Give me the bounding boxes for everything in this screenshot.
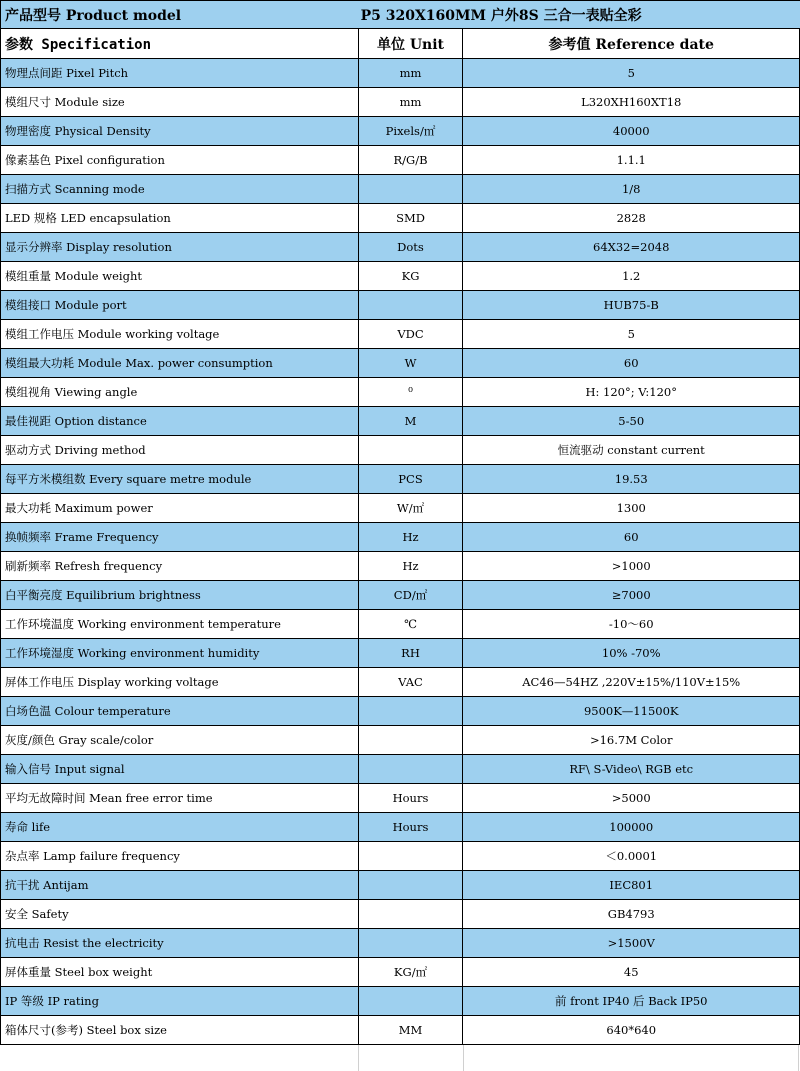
table-row <box>0 552 800 581</box>
product-model-value: P5 320X160MM 户外8S 三合一表贴全彩 <box>360 7 642 24</box>
value-cell: 1.1.1 <box>463 146 800 174</box>
table-row <box>0 755 800 784</box>
table-row <box>0 88 800 117</box>
param-cell: 杂点率 Lamp failure frequency <box>1 842 359 870</box>
param-cell: 模组重量 Module weight <box>1 262 359 290</box>
table-row <box>0 697 800 726</box>
table-row <box>0 958 800 987</box>
value-cell: 45 <box>463 958 800 986</box>
unit-cell: mm <box>359 88 464 116</box>
unit-cell: MM <box>359 1016 464 1044</box>
param-cell: IP 等级 IP rating <box>1 987 359 1015</box>
param-cell: 屏体工作电压 Display working voltage <box>1 668 359 696</box>
value-cell: 恒流驱动 constant current <box>463 436 800 464</box>
value-cell: GB4793 <box>463 900 800 928</box>
value-cell: HUB75-B <box>463 291 800 319</box>
table-row <box>0 117 800 146</box>
unit-cell: SMD <box>359 204 464 232</box>
table-row <box>0 407 800 436</box>
param-cell: 模组接口 Module port <box>1 291 359 319</box>
param-cell: 输入信号 Input signal <box>1 755 359 783</box>
table-row <box>0 378 800 407</box>
product-model-label: 产品型号 Product model <box>5 7 182 24</box>
value-cell: L320XH160XT18 <box>463 88 800 116</box>
header-row <box>0 29 800 59</box>
unit-cell <box>359 871 464 899</box>
value-cell: ≥7000 <box>463 581 800 609</box>
header-reference: 参考值 Reference date <box>463 29 800 58</box>
unit-cell: Hz <box>359 552 464 580</box>
table-row <box>0 813 800 842</box>
unit-cell <box>359 726 464 754</box>
title-row <box>0 0 800 29</box>
unit-cell: ℃ <box>359 610 464 638</box>
param-cell: 模组视角 Viewing angle <box>1 378 359 406</box>
table-row <box>0 320 800 349</box>
unit-cell: RH <box>359 639 464 667</box>
value-cell: ＜0.0001 <box>463 842 800 870</box>
unit-cell <box>359 436 464 464</box>
table-row <box>0 349 800 378</box>
value-cell: 5 <box>463 320 800 348</box>
table-row <box>0 523 800 552</box>
param-cell: 模组最大功耗 Module Max. power consumption <box>1 349 359 377</box>
unit-cell: Hours <box>359 813 464 841</box>
table-tail <box>0 1045 800 1071</box>
unit-cell <box>359 755 464 783</box>
value-cell: 9500K—11500K <box>463 697 800 725</box>
unit-cell: mm <box>359 59 464 87</box>
param-cell: 刷新频率 Refresh frequency <box>1 552 359 580</box>
param-cell: 像素基色 Pixel configuration <box>1 146 359 174</box>
unit-cell: VAC <box>359 668 464 696</box>
table-row <box>0 639 800 668</box>
param-cell: 驱动方式 Driving method <box>1 436 359 464</box>
unit-cell: Pixels/㎡ <box>359 117 464 145</box>
value-cell: RF\ S-Video\ RGB etc <box>463 755 800 783</box>
unit-cell: KG/㎡ <box>359 958 464 986</box>
value-cell: AC46—54HZ ,220V±15%/110V±15% <box>463 668 800 696</box>
unit-cell: KG <box>359 262 464 290</box>
unit-cell: W/㎡ <box>359 494 464 522</box>
table-row <box>0 146 800 175</box>
unit-cell: Dots <box>359 233 464 261</box>
table-row <box>0 726 800 755</box>
table-row <box>0 668 800 697</box>
param-cell: 换帧频率 Frame Frequency <box>1 523 359 551</box>
unit-cell <box>359 929 464 957</box>
table-row <box>0 436 800 465</box>
param-cell: 白平衡亮度 Equilibrium brightness <box>1 581 359 609</box>
table-row <box>0 291 800 320</box>
header-specification: 参数 Specification <box>1 29 359 58</box>
value-cell: 100000 <box>463 813 800 841</box>
unit-cell: W <box>359 349 464 377</box>
table-row <box>0 262 800 291</box>
table-row <box>0 465 800 494</box>
value-cell: 1.2 <box>463 262 800 290</box>
param-cell: 最大功耗 Maximum power <box>1 494 359 522</box>
table-row <box>0 842 800 871</box>
param-cell: 模组尺寸 Module size <box>1 88 359 116</box>
value-cell: 1/8 <box>463 175 800 203</box>
table-row <box>0 494 800 523</box>
param-cell: 工作环境温度 Working environment temperature <box>1 610 359 638</box>
unit-cell <box>359 291 464 319</box>
table-row <box>0 581 800 610</box>
unit-cell: Hz <box>359 523 464 551</box>
value-cell: >1000 <box>463 552 800 580</box>
table-row <box>0 784 800 813</box>
value-cell: 10% -70% <box>463 639 800 667</box>
unit-cell <box>359 175 464 203</box>
value-cell: >16.7M Color <box>463 726 800 754</box>
value-cell: 60 <box>463 349 800 377</box>
param-cell: 物理密度 Physical Density <box>1 117 359 145</box>
unit-cell: ⁰ <box>359 378 464 406</box>
param-cell: 安全 Safety <box>1 900 359 928</box>
param-cell: 工作环境湿度 Working environment humidity <box>1 639 359 667</box>
table-row <box>0 175 800 204</box>
param-cell: 模组工作电压 Module working voltage <box>1 320 359 348</box>
table-row <box>0 871 800 900</box>
value-cell: IEC801 <box>463 871 800 899</box>
value-cell: 64X32=2048 <box>463 233 800 261</box>
value-cell: >1500V <box>463 929 800 957</box>
value-cell: 640*640 <box>463 1016 800 1044</box>
param-cell: 显示分辨率 Display resolution <box>1 233 359 261</box>
unit-cell <box>359 987 464 1015</box>
unit-cell: M <box>359 407 464 435</box>
param-cell: 扫描方式 Scanning mode <box>1 175 359 203</box>
table-row <box>0 987 800 1016</box>
value-cell: 60 <box>463 523 800 551</box>
param-cell: 最佳视距 Option distance <box>1 407 359 435</box>
param-cell: 每平方米模组数 Every square metre module <box>1 465 359 493</box>
table-row <box>0 900 800 929</box>
unit-cell <box>359 900 464 928</box>
table-row <box>0 233 800 262</box>
value-cell: -10～60 <box>463 610 800 638</box>
param-cell: 寿命 life <box>1 813 359 841</box>
unit-cell <box>359 697 464 725</box>
param-cell: 平均无故障时间 Mean free error time <box>1 784 359 812</box>
table-row <box>0 610 800 639</box>
value-cell: 19.53 <box>463 465 800 493</box>
value-cell: 2828 <box>463 204 800 232</box>
table-row <box>0 59 800 88</box>
param-cell: LED 规格 LED encapsulation <box>1 204 359 232</box>
unit-cell: Hours <box>359 784 464 812</box>
value-cell: 40000 <box>463 117 800 145</box>
value-cell: 1300 <box>463 494 800 522</box>
value-cell: 5 <box>463 59 800 87</box>
unit-cell: PCS <box>359 465 464 493</box>
param-cell: 白场色温 Colour temperature <box>1 697 359 725</box>
param-cell: 抗电击 Resist the electricity <box>1 929 359 957</box>
table-row <box>0 1016 800 1045</box>
value-cell: >5000 <box>463 784 800 812</box>
value-cell: 5-50 <box>463 407 800 435</box>
table-row <box>0 204 800 233</box>
unit-cell <box>359 842 464 870</box>
param-cell: 箱体尺寸(参考) Steel box size <box>1 1016 359 1044</box>
table-row <box>0 929 800 958</box>
param-cell: 屏体重量 Steel box weight <box>1 958 359 986</box>
param-cell: 物理点间距 Pixel Pitch <box>1 59 359 87</box>
unit-cell: R/G/B <box>359 146 464 174</box>
value-cell: H: 120°; V:120° <box>463 378 800 406</box>
param-cell: 抗干扰 Antijam <box>1 871 359 899</box>
header-unit: 单位 Unit <box>359 29 464 58</box>
unit-cell: CD/㎡ <box>359 581 464 609</box>
param-cell: 灰度/颜色 Gray scale/color <box>1 726 359 754</box>
unit-cell: VDC <box>359 320 464 348</box>
value-cell: 前 front IP40 后 Back IP50 <box>463 987 800 1015</box>
